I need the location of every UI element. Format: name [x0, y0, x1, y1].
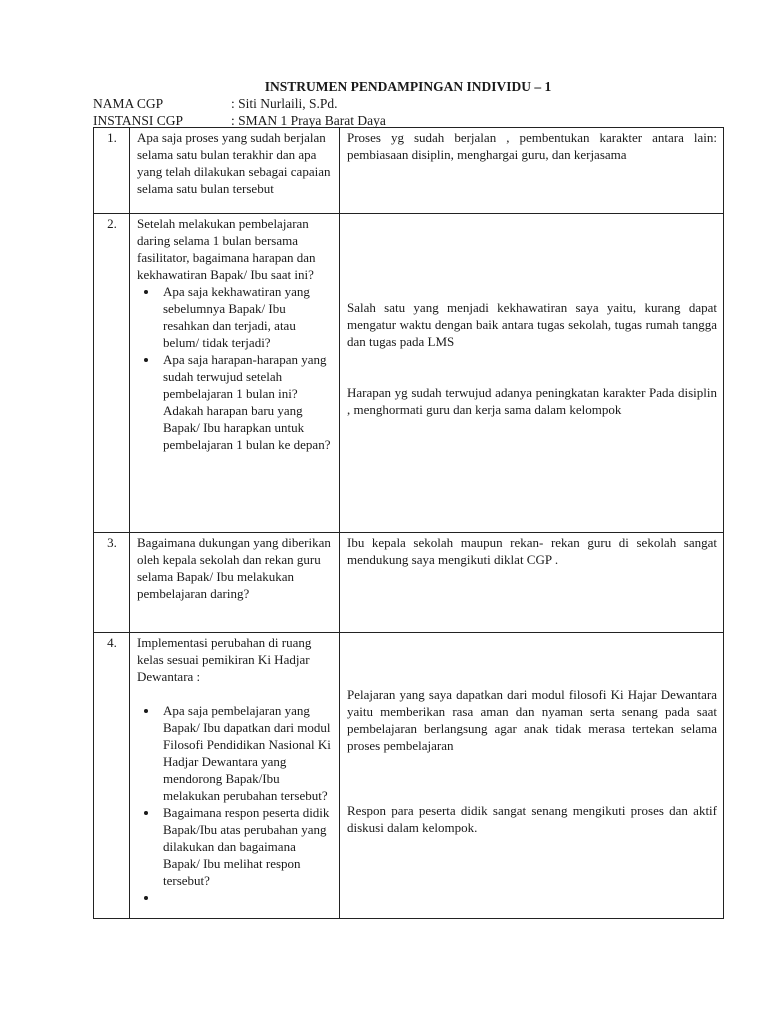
table-row [94, 533, 724, 633]
question-bullet: • Apa saja harapan-harapan yang sudah terwujud setelah pembelajaran 1 bulan ini? Adakah harapan baru yang Bapak/ Ibu harapkan untuk pembelajaran 1 bulan ke depan? [159, 351, 333, 453]
question-bullet-list [137, 702, 333, 906]
row-number: 1. [94, 128, 130, 214]
answer-cell [340, 633, 724, 919]
answer-paragraph: Harapan yg sudah terwujud adanya peningkatan karakter Pada disiplin , menghormati guru dan kerja sama dalam kelompok [347, 385, 717, 417]
question-bullet-list [137, 283, 333, 453]
question-cell: Apa saja proses yang sudah berjalan selama satu bulan terakhir dan apa yang telah dilakukan sebagai capaian selama satu bulan tersebut [130, 128, 340, 214]
question-text: Setelah melakukan pembelajaran daring selama 1 bulan bersama fasilitator, bagaimana harapan dan kekhawatiran Bapak/ Ibu saat ini? [137, 216, 316, 282]
nama-cgp-value: : Siti Nurlaili, S.Pd. [231, 96, 338, 111]
instansi-cgp-label: INSTANSI CGP [93, 113, 184, 128]
answer-paragraph: Salah satu yang menjadi kekhawatiran saya yaitu, kurang dapat mengatur waktu dengan baik antara tugas sekolah, tugas rumah tangga dan tugas pada LMS [347, 300, 717, 349]
answer-paragraph: Respon para peserta didik sangat senang mengikuti proses dan aktif diskusi dalam kelompok. [347, 803, 717, 835]
row-number: 2. [94, 214, 130, 533]
question-cell [130, 633, 340, 919]
question-text: Implementasi perubahan di ruang kelas sesuai pemikiran Ki Hadjar Dewantara : [137, 635, 312, 684]
question-bullet: • Apa saja kekhawatiran yang sebelumnya Bapak/ Ibu resahkan dan terjadi, atau belum/ tidak terjadi? [159, 283, 333, 351]
row-number: 4. [94, 633, 130, 919]
table-row [94, 128, 724, 214]
nama-cgp-label: NAMA CGP [93, 96, 164, 111]
row-number: 3. [94, 533, 130, 633]
answer-cell [340, 214, 724, 533]
question-bullet: • Apa saja pembelajaran yang Bapak/ Ibu dapatkan dari modul Filosofi Pendidikan Nasional Ki Hadjar Dewantara yang mendorong Bapak/Ibu melakukan perubahan tersebut? [159, 702, 333, 804]
instrument-table [93, 127, 724, 919]
answer-cell: Ibu kepala sekolah maupun rekan- rekan guru di sekolah sangat mendukung saya mengikuti diklat CGP . [340, 533, 724, 633]
table-row [94, 214, 724, 533]
nama-cgp-line [93, 95, 338, 112]
question-bullet-empty [159, 889, 333, 906]
answer-paragraph: Pelajaran yang saya dapatkan dari modul filosofi Ki Hajar Dewantara yaitu memberikan rasa aman dan nyaman serta senang pada saat pembelajaran berlangsung agar anak tidak merasa tertekan selama proses pembelajaran [347, 687, 717, 753]
question-cell [130, 214, 340, 533]
table-row [94, 633, 724, 919]
question-cell: Bagaimana dukungan yang diberikan oleh kepala sekolah dan rekan guru selama Bapak/ Ibu melakukan pembelajaran daring? [130, 533, 340, 633]
question-bullet: • Bagaimana respon peserta didik Bapak/Ibu atas perubahan yang dilakukan dan bagaimana Bapak/ Ibu melihat respon tersebut? [159, 804, 333, 889]
answer-cell: Proses yg sudah berjalan , pembentukan karakter antara lain: pembiasaan disiplin, menghargai guru, dan kerjasama [340, 128, 724, 214]
document-title: INSTRUMEN PENDAMPINGAN INDIVIDU – 1 [264, 79, 552, 94]
instansi-cgp-value: : SMAN 1 Praya Barat Daya [231, 113, 386, 128]
